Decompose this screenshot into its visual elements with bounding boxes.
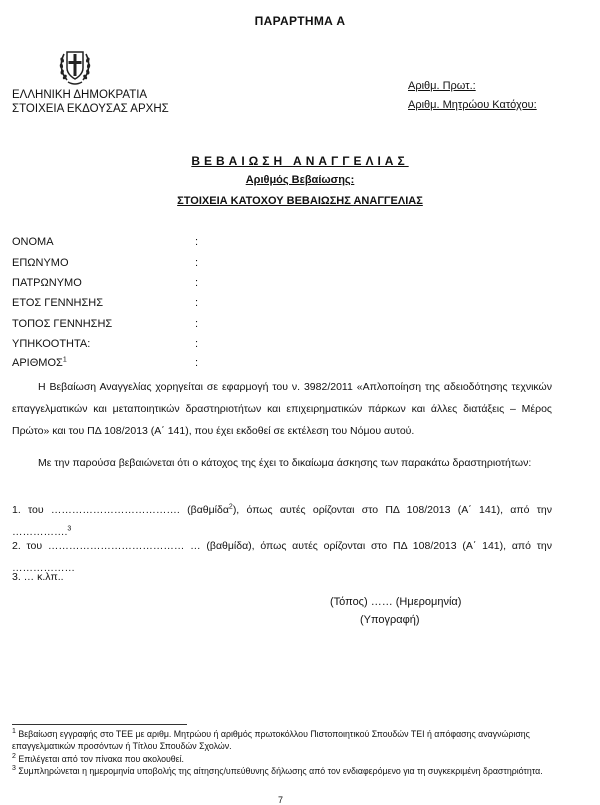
- document-title: ΒΕΒΑΙΩΣΗ ΑΝΑΓΓΕΛΙΑΣ: [191, 154, 409, 168]
- field-label-birthplace: ΤΟΠΟΣ ΓΕΝΝΗΣΗΣ: [12, 318, 113, 330]
- protocol-number: Αριθμ. Πρωτ.:: [408, 80, 476, 92]
- field-colon: :: [195, 318, 199, 330]
- issuer-republic: ΕΛΛΗΝΙΚΗ ΔΗΜΟΚΡΑΤΙΑ: [12, 89, 148, 101]
- issuer-authority: ΣΤΟΙΧΕΙΑ ΕΚΔΟΥΣΑΣ ΑΡΧΗΣ: [12, 103, 169, 115]
- holder-registry-number: Αριθμ. Μητρώου Κατόχου:: [408, 99, 537, 111]
- field-label-first-name: ΟΝΟΜΑ: [12, 236, 54, 248]
- field-colon: :: [195, 338, 199, 350]
- holder-heading: ΣΤΟΙΧΕΙΑ ΚΑΤΟΧΟΥ ΒΕΒΑΙΩΣΗΣ ΑΝΑΓΓΕΛΙΑΣ: [177, 195, 423, 207]
- field-colon: :: [195, 297, 199, 309]
- footnote-2-text: Επιλέγεται από τον πίνακα που ακολουθεί.: [18, 754, 185, 764]
- statement-paragraph: Με την παρούσα βεβαιώνεται ότι ο κάτοχος της έχει το δικαίωμα άσκησης των παρακάτω δραστηριοτήτων:: [38, 457, 532, 469]
- field-colon: :: [195, 277, 199, 289]
- intro-paragraph: Η Βεβαίωση Αναγγελίας χορηγείται σε εφαρμογή του ν. 3982/2011 «Απλοποίηση της αδειοδότησης τεχνικών επαγγελματικών και μεταποιητικών δραστηριοτήτων και επιχειρηματικών πάρκων και άλλες διατάξεις – Μέρος Πρώτο» και του ΠΔ 108/2013 (Α΄ 141), που έχει εκδοθεί σε εκτέλεση του Νόμου αυτού.: [12, 381, 552, 437]
- field-label-number-text: ΑΡΙΘΜΟΣ: [12, 357, 63, 369]
- page-number: 7: [278, 795, 284, 805]
- appendix-title: ΠΑΡΑΡΤΗΜΑ Α: [254, 14, 346, 28]
- footnote-ref-1: 1: [62, 356, 67, 364]
- field-label-number: [12, 357, 67, 369]
- field-label-last-name: ΕΠΩΝΥΜΟ: [12, 257, 69, 269]
- footnote-separator: [12, 724, 187, 725]
- certificate-number: Αριθμός Βεβαίωσης:: [245, 174, 355, 186]
- footnote-mark: 3: [12, 765, 16, 773]
- footnote-1: [12, 729, 557, 752]
- activity-item-2: 2. του ………………………………… … (βαθμίδα), όπως αυτές ορίζονται στο ΠΔ 108/2013 (Α΄ 141), από την ………………: [12, 540, 552, 574]
- field-colon: :: [195, 236, 199, 248]
- activity-item-1-text-a: 1. του ………………………………. (βαθμίδα: [12, 504, 229, 516]
- place-date: (Τόπος) …… (Ημερομηνία): [330, 596, 462, 608]
- field-colon: :: [195, 257, 199, 269]
- activity-item-3: 3. … κ.λπ..: [12, 571, 64, 583]
- footnote-mark: 2: [12, 753, 16, 761]
- field-label-birth-year: ΕΤΟΣ ΓΕΝΝΗΣΗΣ: [12, 297, 104, 309]
- coat-of-arms-icon: [58, 46, 92, 86]
- footnote-3-text: Συμπληρώνεται η ημερομηνία υποβολής της αίτησης/υπεύθυνης δήλωσης από τον ενδιαφερόμενο για τη συγκεκριμένη δραστηριότητα.: [18, 766, 543, 776]
- footnote-1-text: Βεβαίωση εγγραφής στο ΤΕΕ με αριθμ. Μητρώου ή αριθμός πρωτοκόλλου Πιστοποιητικού Σπουδών ΤΕΙ ή απόφασης αναγνώρισης επαγγελματικών προσόντων ή Τίτλου Σπουδών Σχολών.: [12, 729, 530, 751]
- field-label-fathers-name: ΠΑΤΡΩΝΥΜΟ: [12, 277, 82, 289]
- footnote-ref-3: 3: [67, 525, 72, 533]
- activity-item-1-text-b: ), όπως αυτές ορίζονται στο ΠΔ 108/2013 (Α΄ 141), από την …………….: [12, 504, 552, 538]
- footnote-2: [12, 754, 557, 766]
- footnote-ref-2: 2: [228, 503, 233, 511]
- field-label-nationality: ΥΠΗΚΟΟΤΗΤΑ:: [12, 338, 91, 350]
- signature-label: (Υπογραφή): [360, 614, 420, 626]
- field-colon: :: [195, 357, 199, 369]
- footnote-3: [12, 766, 557, 778]
- footnote-mark: 1: [12, 728, 16, 736]
